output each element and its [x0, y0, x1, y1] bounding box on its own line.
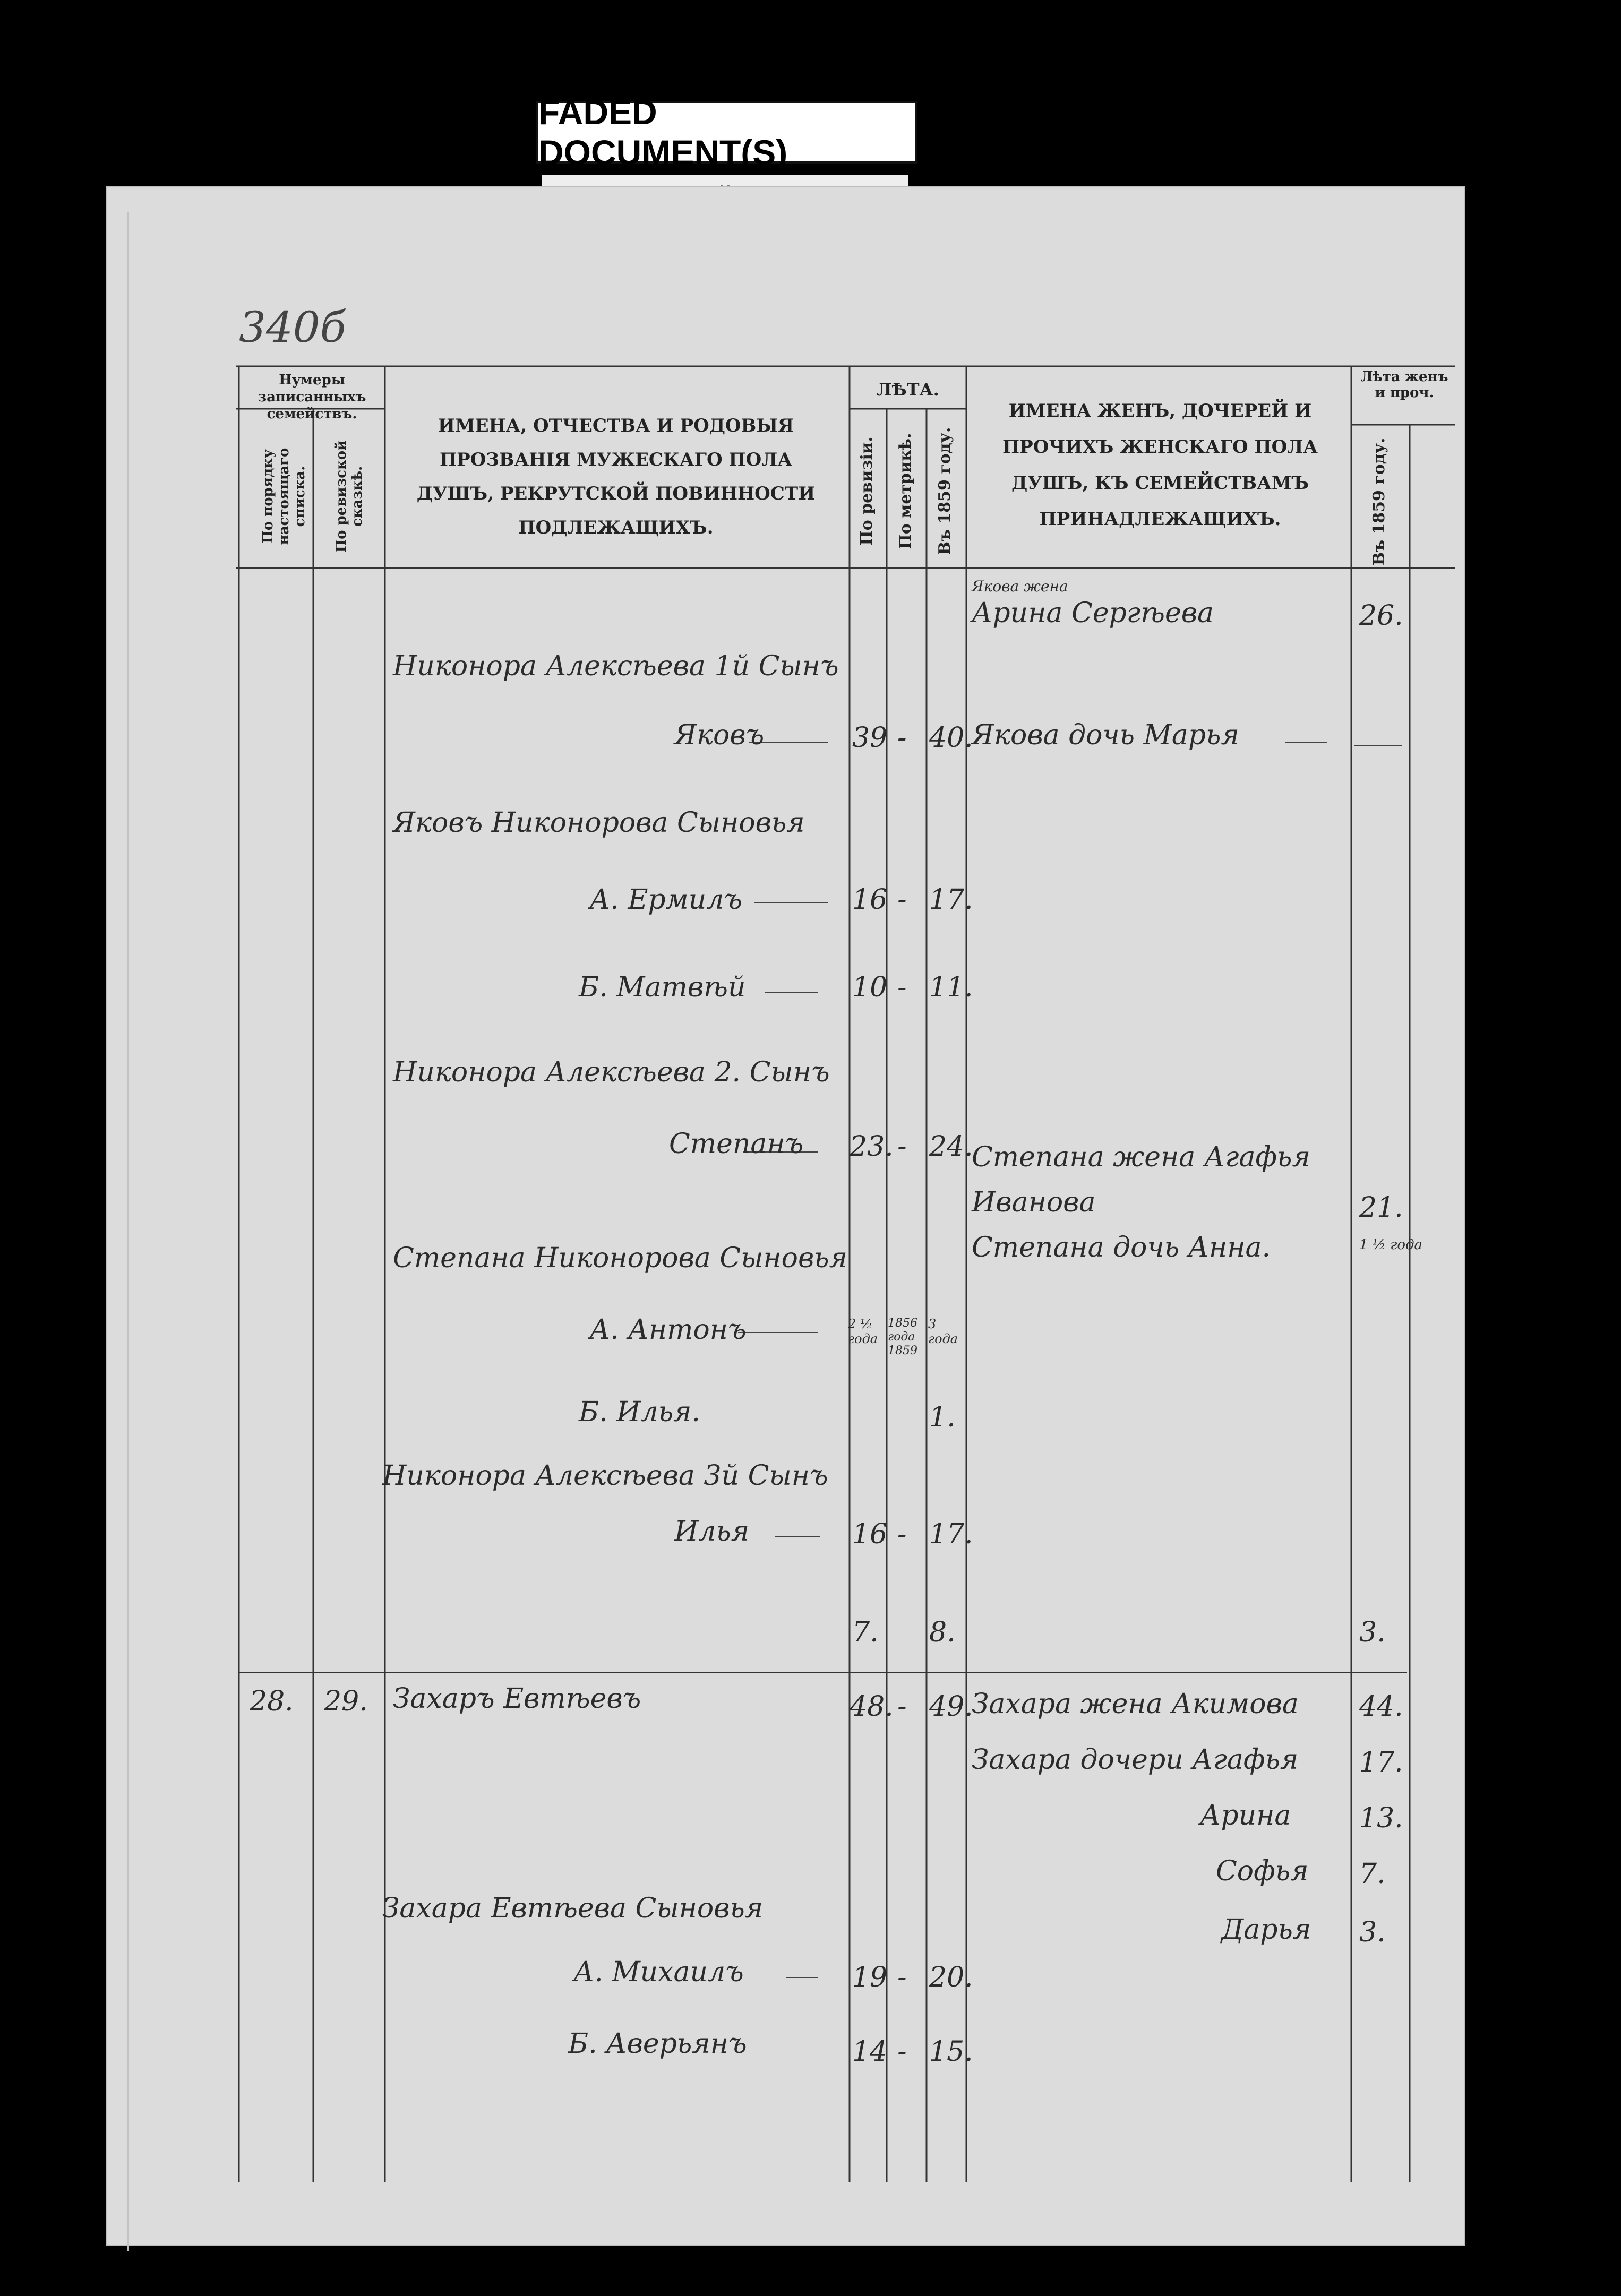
header-years: ЛѢТА.	[877, 380, 939, 400]
e19-female-age: 7.	[1359, 1858, 1386, 1890]
e5-year: 17.	[929, 884, 973, 916]
e1-female-name: Арина Сергѣева	[972, 597, 1214, 629]
e16-tale-no: 29.	[324, 1686, 368, 1717]
e15-female-age: 3.	[1359, 1616, 1386, 1648]
e21-male-name: А. Михаилъ	[573, 1956, 744, 1988]
header-by-metrics: По метрикѣ.	[896, 433, 915, 549]
e9-female-age: 21.	[1359, 1192, 1403, 1224]
e11-rev: 2 ½ года	[848, 1317, 878, 1346]
e17-female-age: 17.	[1359, 1747, 1403, 1778]
page-number: 340б	[239, 303, 346, 352]
e3-male-name: Яковъ	[674, 719, 765, 751]
e16-year: 49.	[929, 1691, 973, 1723]
e16-list-no: 28.	[250, 1686, 294, 1717]
e21-rev: 19	[852, 1962, 888, 1993]
header-female-names: ИМЕНА ЖЕНЪ, ДОЧЕРЕЙ И ПРОЧИХЪ ЖЕНСКАГО ПОЛА ДУШЪ, КЪ СЕМЕЙСТВАМЪ ПРИНАДЛЕЖАЩИХЪ.	[1002, 400, 1318, 530]
e6-dash: -	[897, 971, 907, 1003]
e11-male-name: А. Антонъ	[589, 1314, 747, 1346]
e2-male-header: Никонора Алексѣева 1й Сынъ	[393, 650, 839, 682]
e16-female-name: Захара жена Акимова	[972, 1688, 1299, 1720]
e8-dash: -	[897, 1131, 907, 1163]
e17-female-name: Захара дочери Агафья	[972, 1744, 1299, 1776]
e3-year: 40.	[929, 722, 973, 754]
e6-male-name: Б. Матвѣй	[579, 971, 746, 1003]
e12-male-name: Б. Илья.	[579, 1396, 700, 1428]
header-female-in-year: Въ 1859 году.	[1370, 437, 1388, 566]
e16-rev: 48.	[850, 1691, 894, 1723]
header-by-revision: По ревизіи.	[857, 436, 876, 546]
e18-female-name: Арина	[1200, 1800, 1291, 1831]
e20-female-name: Дарья	[1221, 1914, 1311, 1946]
e5-rev: 16	[852, 884, 888, 916]
e5-dash: -	[897, 884, 907, 916]
e22-rev: 14	[852, 2036, 888, 2068]
e10-female-age: 1 ½ года	[1359, 1237, 1423, 1253]
header-male-names: ИМЕНА, ОТЧЕСТВА И РОДОВЫЯ ПРОЗВАНІЯ МУЖЕСКАГО ПОЛА ДУШЪ, РЕКРУТСКОЙ ПОВИННОСТИ ПОДЛЕЖАЩИХЪ.	[416, 415, 816, 538]
e13-male-header: Никонора Алексѣева 3й Сынъ	[382, 1460, 828, 1492]
e14-year: 17.	[929, 1518, 973, 1550]
e22-dash: -	[897, 2036, 907, 2068]
e6-rev: 10	[852, 971, 888, 1003]
label-main-text: FADED DOCUMENT(S)	[538, 92, 788, 172]
e5-male-name: А. Ермилъ	[589, 884, 743, 916]
e22-year: 15.	[929, 2036, 973, 2068]
e22-male-name: Б. Аверьянъ	[568, 2028, 747, 2060]
header-family-numbers: Нумеры записанныхъ семействъ.	[258, 372, 366, 422]
e11-year: 3 года	[928, 1317, 958, 1346]
e15-rev: 7.	[852, 1616, 879, 1648]
header-female-years: Лѣта женъ и проч.	[1360, 369, 1448, 401]
e16-female-age: 44.	[1359, 1691, 1403, 1723]
e8-rev: 23.	[850, 1131, 894, 1163]
e7-male-header: Никонора Алексѣева 2. Сынъ	[393, 1056, 830, 1088]
e12-year: 1.	[929, 1401, 956, 1433]
e9-female-name: Иванова	[972, 1186, 1096, 1218]
e14-rev: 16	[852, 1518, 888, 1550]
header-in-year: Въ 1859 году.	[936, 427, 954, 555]
e1-female-note: Якова жена	[972, 578, 1068, 595]
e11-met: 1856 года 1859	[888, 1317, 917, 1357]
e19-female-name: Софья	[1216, 1855, 1309, 1887]
e10-female-name: Степана дочь Анна.	[972, 1232, 1271, 1263]
e10-male-header: Степана Никонорова Сыновья	[393, 1242, 847, 1274]
e8-year: 24.	[929, 1131, 973, 1163]
e3-rev: 39	[852, 722, 888, 754]
e4-male-header: Яковъ Никонорова Сыновья	[393, 807, 805, 839]
header-by-current-list: По порядку настоящаго списка.	[260, 448, 308, 545]
e16-dash: -	[897, 1691, 907, 1723]
header-by-revision-tale: По ревизской сказкѣ.	[333, 440, 365, 553]
e16-male-name: Захаръ Евтѣевъ	[393, 1683, 641, 1715]
e20-female-age: 3.	[1359, 1916, 1386, 1948]
e6-year: 11.	[929, 971, 973, 1003]
e8-female-name: Степана жена Агафья	[972, 1141, 1310, 1173]
e8-male-name: Степанъ	[669, 1128, 804, 1160]
e21-dash: -	[897, 1962, 907, 1993]
e15-year: 8.	[929, 1616, 956, 1648]
e3-female-name: Якова дочь Марья	[972, 719, 1239, 751]
e14-male-name: Илья	[674, 1516, 750, 1547]
e21-year: 20.	[929, 1962, 973, 1993]
e1-female-age: 26.	[1359, 600, 1403, 632]
e14-dash: -	[897, 1518, 907, 1550]
e3-dash: -	[897, 722, 907, 754]
e20-male-header: Захара Евтѣева Сыновья	[382, 1893, 764, 1924]
e18-female-age: 13.	[1359, 1802, 1403, 1834]
